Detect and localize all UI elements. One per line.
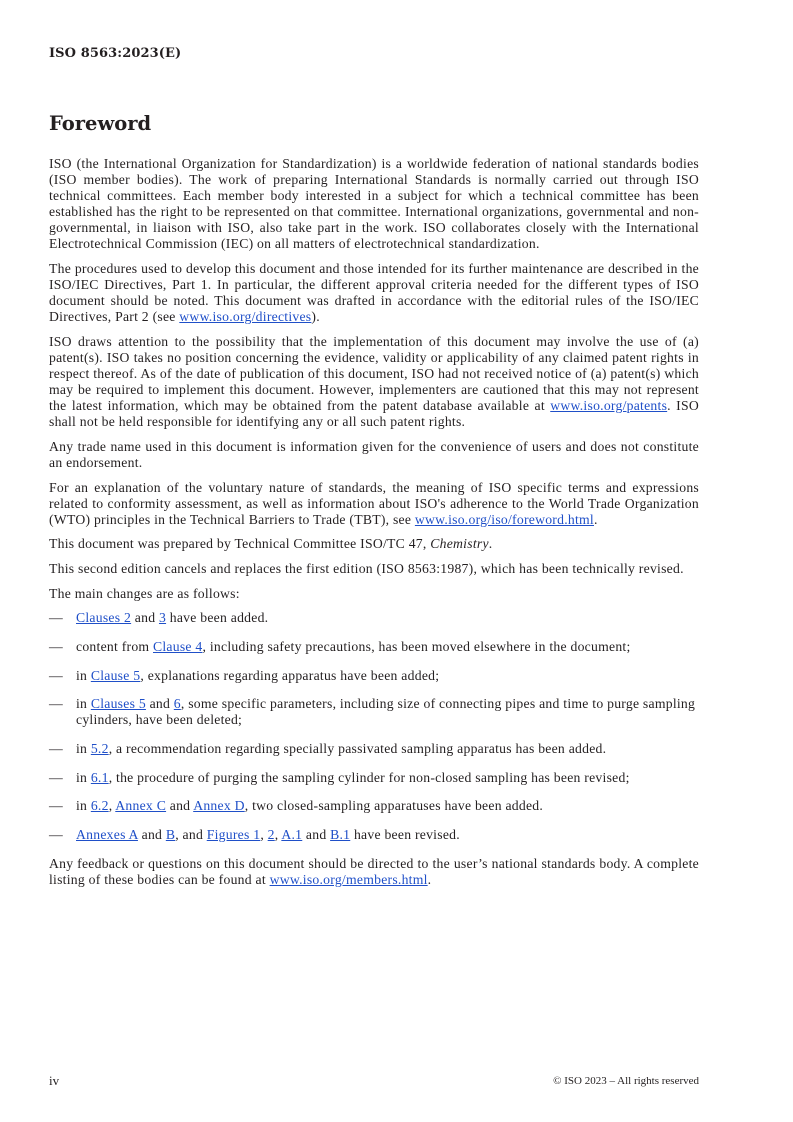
figure-b1-link[interactable]: B.1 [330, 827, 351, 843]
list-item: — Clauses 2 and 3 have been added. [49, 610, 269, 626]
clause-5-link[interactable]: Clause 5 [90, 667, 141, 683]
clauses-2-link[interactable]: Clauses 2 [76, 610, 132, 626]
paragraph-voluntary-nature: For an explanation of the voluntary nature of standards, the meaning of ISO specific terms and expressions related to conformity assessment, as well as information about ISO's adherence to the World Trade Organization (WTO) principles in the Technical Barriers to Trade (TBT), see www.iso.org/iso/foreword.html. [49, 479, 699, 527]
annexes-a-link[interactable]: Annexes A [76, 827, 138, 843]
document-page [49, 0, 699, 1122]
subclause-6-2-link[interactable]: 6.2 [90, 798, 109, 814]
clause-3-link[interactable]: 3 [158, 610, 167, 626]
paragraph-procedures: The procedures used to develop this document and those intended for its further maintenance are described in the ISO/IEC Directives, Part 1. In particular, the different approval criteria needed for the different types of ISO document should be noted. This document was drafted in accordance with the editorial rules of the ISO/IEC Directives, Part 2 (see www.iso.org/directives). [49, 261, 699, 325]
annex-c-link[interactable]: Annex C [115, 798, 167, 814]
directives-link[interactable]: www.iso.org/directives [179, 309, 312, 325]
members-link[interactable]: www.iso.org/members.html [269, 871, 428, 887]
paragraph-feedback: Any feedback or questions on this document should be directed to the user’s national standards body. A complete listing of these bodies can be found at www.iso.org/members.html. [49, 855, 699, 887]
list-item: — in 6.2, Annex C and Annex D, two closed-sampling apparatuses have been added. [49, 798, 544, 814]
figures-1-link[interactable]: Figures 1 [206, 827, 261, 843]
paragraph-patents: ISO draws attention to the possibility that the implementation of this document may involve the use of (a) patent(s). ISO takes no position concerning the evidence, validity or applicability of any claimed patent rights in respect thereof. As of the date of publication of this document, ISO had not received notice of (a) patent(s) which may be required to implement this document. However, implementers are cautioned that this may not represent the latest information, which may be obtained from the patent database available at www.iso.org/patents. ISO shall not be held responsible for identifying any or all such patent rights. [49, 333, 699, 430]
copyright-notice: © ISO 2023 – All rights reserved [553, 1075, 699, 1087]
patents-link[interactable]: www.iso.org/patents [550, 398, 668, 414]
list-item: — content from Clause 4, including safety precautions, has been moved elsewhere in the document; [49, 638, 631, 654]
subclause-5-2-link[interactable]: 5.2 [90, 741, 109, 757]
list-item: — in Clause 5, explanations regarding apparatus have been added; [49, 667, 440, 683]
paragraph-main-changes-intro: The main changes are as follows: [49, 585, 240, 601]
annex-b-link[interactable]: B [165, 827, 176, 843]
changes-list [49, 610, 699, 843]
list-item: — in 6.1, the procedure of purging the sampling cylinder for non-closed sampling has been revised; [49, 769, 630, 785]
annex-d-link[interactable]: Annex D [193, 798, 245, 814]
clause-6-link[interactable]: 6 [173, 696, 181, 712]
list-item: — Annexes A and B, and Figures 1, 2, A.1 and B.1 have been revised. [49, 827, 460, 843]
clause-4-link[interactable]: Clause 4 [153, 638, 203, 654]
section-title: Foreword [49, 112, 152, 135]
paragraph-committee: This document was prepared by Technical Committee ISO/TC 47, Chemistry. [49, 536, 493, 552]
foreword-body [49, 156, 699, 897]
subclause-6-1-link[interactable]: 6.1 [90, 769, 109, 785]
list-item: — in Clauses 5 and 6, some specific parameters, including size of connecting pipes and time to purge sampling cylinders, have been deleted; [49, 696, 696, 728]
paragraph-iso-intro: ISO (the International Organization for Standardization) is a worldwide federation of national standards bodies (ISO member bodies). The work of preparing International Standards is normally carried out through ISO technical committees. Each member body interested in a subject for which a technical committee has been established has the right to be represented on that committee. International organizations, governmental and non-governmental, in liaison with ISO, also take part in the work. ISO collaborates closely with the International Electrotechnical Commission (IEC) on all matters of electrotechnical standardization. [49, 156, 699, 252]
foreword-link[interactable]: www.iso.org/iso/foreword.html [414, 511, 594, 527]
paragraph-edition: This second edition cancels and replaces the first edition (ISO 8563:1987), which has been technically revised. [49, 561, 684, 577]
document-id-header: ISO 8563:2023(E) [49, 46, 182, 61]
page-number: iv [49, 1073, 60, 1088]
clauses-5-link[interactable]: Clauses 5 [90, 696, 146, 712]
list-item: — in 5.2, a recommendation regarding specially passivated sampling apparatus has been added. [49, 741, 607, 757]
figure-2-link[interactable]: 2 [267, 827, 275, 843]
paragraph-trade-name: Any trade name used in this document is information given for the convenience of users and does not constitute an endorsement. [49, 439, 699, 471]
figure-a1-link[interactable]: A.1 [281, 827, 303, 843]
